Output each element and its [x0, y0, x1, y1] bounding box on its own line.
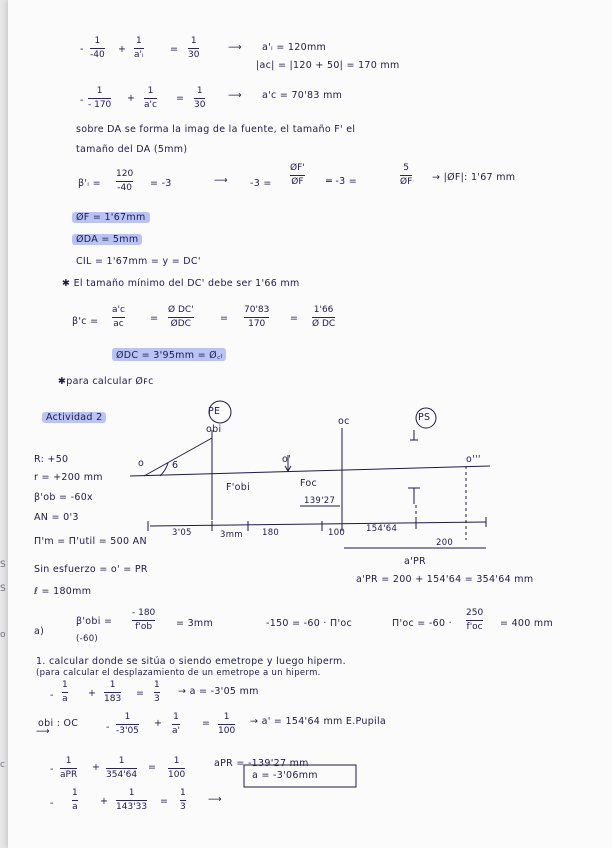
dimension-label: 3mm — [220, 530, 243, 540]
result-text: a'ᵢ = 120mm — [262, 42, 327, 53]
fraction: a'c ac — [112, 305, 125, 329]
dimension-label: a'PR — [404, 556, 426, 567]
result-text: = 3mm — [176, 618, 214, 629]
equals-sign: = — [290, 313, 299, 324]
fraction: 1 -3'05 — [116, 712, 139, 736]
equals-sign: = — [160, 796, 169, 807]
fraction: 1 183 — [104, 680, 122, 704]
param-text: Sin esfuerzo = o' = PR — [34, 564, 148, 575]
side-mark: S — [0, 560, 6, 570]
neg-sign: - — [80, 44, 84, 55]
step-text: (para calcular el desplazamiento de un emetrope a un hiperm. — [36, 668, 321, 678]
far-point-label: o''' — [466, 454, 481, 465]
equation-text: = -3 — [150, 178, 172, 189]
param-text: β'ob = -60x — [34, 492, 93, 503]
side-mark: S — [0, 584, 6, 594]
note-text: ✱ El tamaño mínimo del DC' debe ser 1'66 mm — [62, 278, 300, 289]
result-text: → |ØF|: 1'67 mm — [432, 172, 516, 183]
dimension-label: 154'64 — [366, 524, 398, 534]
neg-sign: - — [80, 95, 84, 106]
arrow-icon: ⟶ — [214, 175, 228, 186]
fraction: Ø DC' ØDC — [168, 305, 194, 329]
fraction: 1 3 — [180, 788, 186, 812]
result-text: a'PR = 200 + 154'64 = 354'64 mm — [356, 574, 534, 585]
fraction: 70'83 170 — [244, 305, 270, 329]
dimension-label: 3'05 — [172, 528, 192, 538]
fraction: 1 a'ᵢ — [134, 36, 144, 60]
note-text: sobre DA se forma la imag de la fuente, el tamaño F' el — [76, 124, 356, 135]
object-label: o — [138, 458, 145, 469]
fraction: 1'66 Ø DC — [312, 305, 336, 329]
result-text: = 400 mm — [500, 618, 554, 629]
equals-sign: = — [202, 718, 211, 729]
image-label: o' — [282, 454, 292, 465]
final-answer: a = -3'06mm — [252, 770, 318, 781]
fraction: 1 100 — [168, 756, 186, 780]
optical-axis — [130, 466, 490, 476]
plus-sign: + — [154, 718, 163, 729]
pe-label: PE — [208, 406, 221, 417]
fraction: 1 a'c — [144, 86, 157, 110]
equation-text: CIL = 1'67mm = y = DC' — [76, 256, 201, 267]
highlighted-result: ØDC = 3'95mm = Ø꜀ₗ — [112, 348, 226, 361]
plus-sign: + — [127, 93, 136, 104]
arrow-icon: ⟶ — [228, 90, 242, 101]
beta-sub: (-60) — [76, 634, 99, 644]
fraction: 1 30 — [188, 36, 200, 60]
fraction: 1 aPR — [60, 756, 78, 780]
fraction: 1 3 — [154, 680, 160, 704]
equals-sign: = — [150, 313, 159, 324]
equals-sign: = — [148, 762, 157, 773]
side-mark: o — [0, 630, 6, 640]
result-text: |ac| = |120 + 50| = 170 mm — [256, 60, 400, 71]
fraction: 1 143'33 — [116, 788, 148, 812]
plus-sign: + — [88, 688, 97, 699]
param-text: Π'm = Π'util = 500 AN — [34, 536, 147, 547]
result-text: → a = -3'05 mm — [178, 686, 259, 697]
fraction: 1 - 170 — [88, 86, 112, 110]
dimension-label: 200 — [436, 538, 454, 548]
fraction: 1 a' — [172, 712, 180, 736]
equals-sign: = — [176, 93, 185, 104]
fraction: 1 100 — [218, 712, 236, 736]
fraction: 1 -40 — [90, 36, 105, 60]
note-text: tamaño del DA (5mm) — [76, 144, 188, 155]
part-label: a) — [34, 626, 45, 637]
plus-sign: + — [118, 44, 127, 55]
fraction: ØF' ØF — [290, 163, 305, 187]
highlighted-result: ØDA = 5mm — [72, 234, 142, 245]
beta-label: β'obi = — [76, 616, 113, 627]
objective-label: obi — [206, 424, 222, 435]
focus-label: F'obi — [226, 482, 251, 493]
dimension-line — [150, 522, 486, 526]
equation-text: ═ -3 = — [326, 176, 357, 187]
highlighted-result: ØF = 1'67mm — [72, 212, 150, 223]
arrow-icon: ⟶ — [228, 42, 242, 53]
plus-sign: + — [92, 762, 101, 773]
param-text: R: +50 — [34, 454, 69, 465]
neg-sign: - — [50, 764, 54, 775]
arrow-icon: ⟶ — [36, 726, 50, 737]
focus-label: Foc — [300, 478, 318, 489]
dimension-label: 139'27 — [304, 496, 336, 506]
neg-sign: - — [50, 798, 54, 809]
side-mark: c — [0, 760, 5, 770]
fraction: 1 354'64 — [106, 756, 138, 780]
fraction: 5 ØF — [400, 163, 413, 187]
arrow-icon: ⟶ — [208, 794, 222, 805]
ocular-label: oc — [338, 416, 350, 427]
section-label: obi : OC — [38, 718, 79, 729]
param-text: r = +200 mm — [34, 472, 103, 483]
result-text: → a' = 154'64 mm E.Pupila — [250, 716, 387, 727]
result-text: aPR = -139'27 mm — [214, 758, 309, 769]
equation-text: -150 = -60 · Π'oc — [266, 618, 353, 629]
neg-sign: - — [106, 722, 110, 733]
fraction: 120 -40 — [116, 169, 134, 193]
equals-sign: = — [170, 44, 179, 55]
fraction: 1 a — [72, 788, 78, 812]
fraction: 250 f'oc — [466, 608, 484, 632]
dimension-label: 180 — [262, 528, 280, 538]
fraction: 1 a — [62, 680, 68, 704]
step-text: 1. calcular donde se sitúa o siendo emetrope y luego hiperm. — [36, 656, 346, 667]
beta-label: β'c = — [72, 316, 99, 327]
angle-label: 6 — [172, 460, 179, 471]
fraction: 1 30 — [194, 86, 206, 110]
ps-label: PS — [418, 412, 431, 423]
beta-label: β'ᵢ = — [78, 178, 101, 189]
note-text: ✱para calcular Øꜰᴄ — [58, 376, 154, 387]
equals-sign: = — [220, 313, 229, 324]
fraction: - 180 f'ob — [132, 608, 156, 632]
plus-sign: + — [100, 796, 109, 807]
neg-sign: - — [50, 690, 54, 701]
equals-sign: = — [136, 688, 145, 699]
result-text: a'c = 70'83 mm — [262, 90, 343, 101]
dimension-label: 100 — [328, 528, 346, 538]
equation-text: -3 = — [250, 178, 272, 189]
param-text: ℓ = 180mm — [34, 586, 92, 597]
activity-heading: Actividad 2 — [42, 412, 106, 423]
param-text: AN = 0'3 — [34, 512, 79, 523]
equation-text: Π'oc = -60 · — [392, 618, 452, 629]
